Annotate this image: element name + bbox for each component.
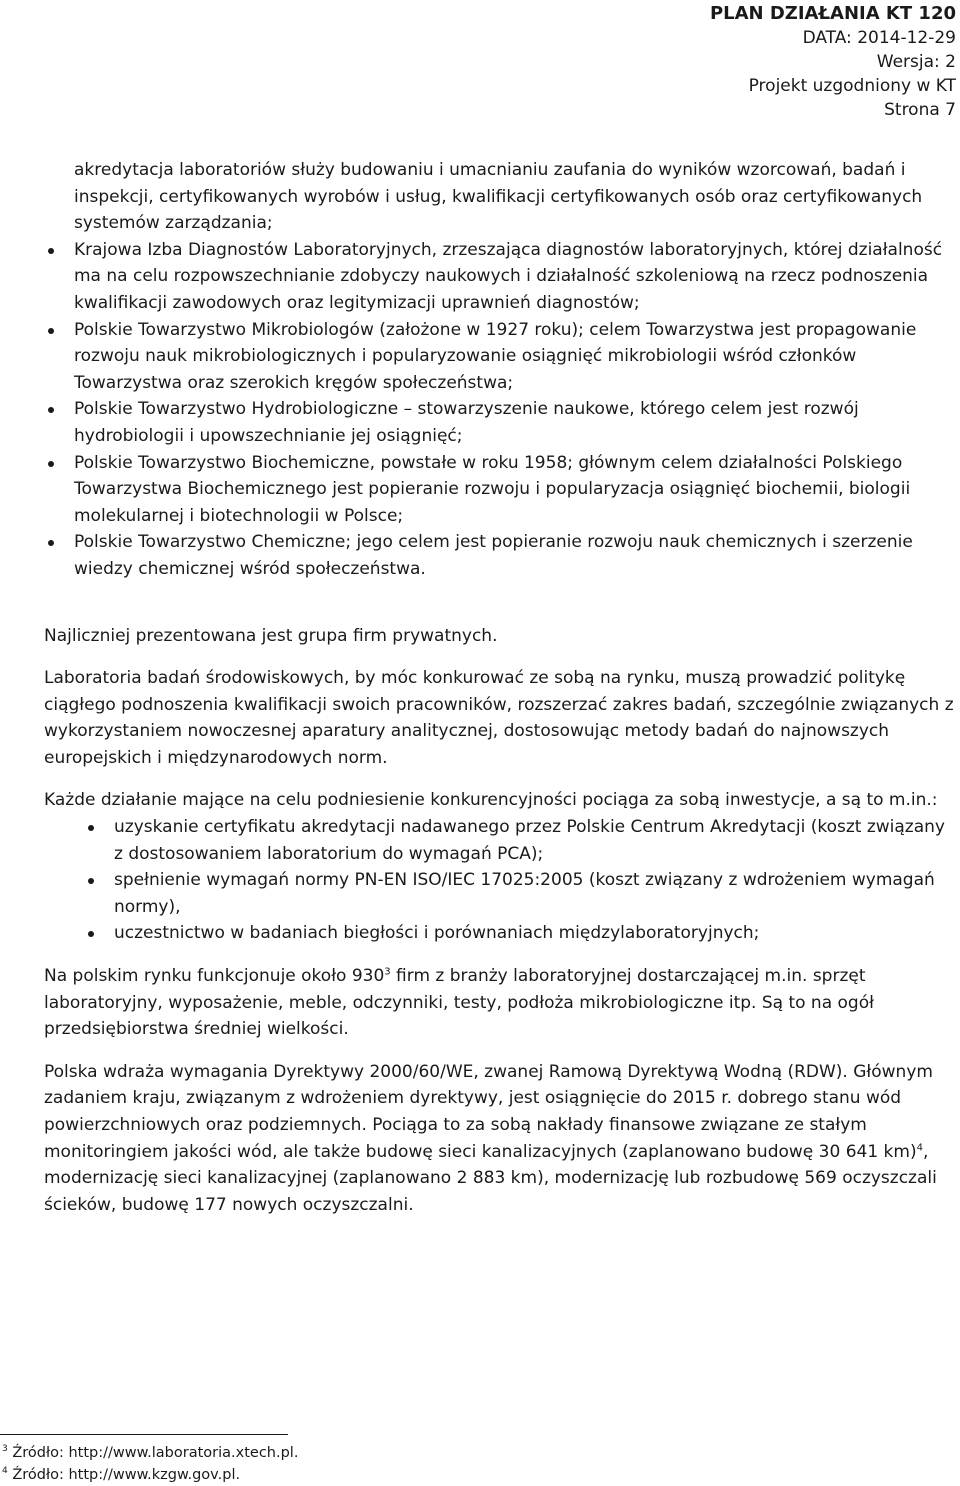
- footnote-number: 3: [2, 1444, 8, 1455]
- document-title: PLAN DZIAŁANIA KT 120: [709, 3, 956, 24]
- list-item: Krajowa Izba Diagnostów Laboratoryjnych, zrzeszająca diagnostów laboratoryjnych, której działalność ma na celu rozpowszechnianie zdobyczy naukowych i działalność szkoleniową na rzecz podnoszenia kwalifikacji zawodowych oraz legitymizacji uprawnień diagnostów;: [44, 237, 956, 317]
- footnote: [2, 1442, 298, 1464]
- organizations-list: [44, 157, 956, 583]
- footnote-number: 4: [2, 1466, 8, 1477]
- paragraph: [44, 1059, 956, 1219]
- footnote-ref: 3: [384, 966, 391, 978]
- paragraph: Laboratoria badań środowiskowych, by móc konkurować ze sobą na rynku, muszą prowadzić politykę ciągłego podnoszenia kwalifikacji swoich pracowników, rozszerzać zakres badań, szczególnie związanych z wykorzystaniem nowoczesnej aparatury analitycznej, dostosowując metody badań do najnowszych europejskich i międzynarodowych norm.: [44, 668, 954, 768]
- footnote-text: Źródło: http://www.laboratoria.xtech.pl.: [7, 1445, 299, 1461]
- document-date: DATA: 2014-12-29: [802, 28, 956, 48]
- list-item: Polskie Towarzystwo Chemiczne; jego celem jest popieranie rozwoju nauk chemicznych i szerzenie wiedzy chemicznej wśród społeczeństwa.: [44, 529, 956, 582]
- page-header: [710, 2, 956, 122]
- footnote: [2, 1464, 298, 1486]
- paragraph-text: Na polskim rynku funkcjonuje około 930: [44, 966, 385, 987]
- document-status: Projekt uzgodniony w KT: [748, 76, 956, 96]
- paragraph: Każde działanie mające na celu podniesienie konkurencyjności pociąga za sobą inwestycje, a są to m.in.:: [44, 790, 938, 811]
- document-body: [44, 157, 956, 1218]
- document-version: Wersja: 2: [876, 52, 956, 72]
- list-item: Polskie Towarzystwo Mikrobiologów (założone w 1927 roku); celem Towarzystwa jest propagowanie rozwoju nauk mikrobiologicznych i popularyzowanie osiągnięć mikrobiologii wśród członków Towarzystwa oraz szerokich kręgów społeczeństwa;: [44, 317, 956, 397]
- footnote-ref: 4: [916, 1141, 923, 1153]
- paragraph: Najliczniej prezentowana jest grupa firm prywatnych.: [44, 625, 498, 646]
- paragraph: [44, 963, 956, 1043]
- footnotes: [2, 1442, 298, 1486]
- paragraph-text: Polska wdraża wymagania Dyrektywy 2000/60/WE, zwanej Ramową Dyrektywą Wodną (RDW). Głównym zadaniem kraju, związanym z wdrożeniem dyrektywy, jest osiągnięcie do 2015 r. dobrego stanu wód powierzchniowych oraz podziemnych. Pociąga to za sobą nakłady finansowe związane ze stałym monitoringiem jakości wód, ale także budowę sieci kanalizacyjnych (zaplanowano budowę 30 641 km): [44, 1061, 933, 1162]
- list-item: akredytacja laboratoriów służy budowaniu i umacnianiu zaufania do wyników wzorcowań, badań i inspekcji, certyfikowanych wyrobów i usług, kwalifikacji certyfikowanych osób oraz certyfikowanych systemów zarządzania;: [74, 160, 923, 234]
- list-item: uczestnictwo w badaniach biegłości i porównaniach międzylaboratoryjnych;: [44, 920, 956, 947]
- list-item: Polskie Towarzystwo Biochemiczne, powstałe w roku 1958; głównym celem działalności Polskiego Towarzystwa Biochemicznego jest popieranie rozwoju i popularyzacja osiągnięć biochemii, biologii molekularnej i biotechnologii w Polsce;: [44, 450, 956, 530]
- paragraph-text: firm z branży laboratoryjnej dostarczającej m.in. sprzęt laboratoryjny, wyposażenie, meble, odczynniki, testy, podłoża mikrobiologiczne itp. Są to na ogół przedsiębiorstwa średniej wielkości.: [44, 966, 874, 1040]
- paragraph-text: , modernizację sieci kanalizacyjnej (zaplanowano 2 883 km), modernizację lub rozbudowę 569 oczyszczali ścieków, budowę 177 nowych oczyszczalni.: [44, 1141, 937, 1215]
- footnote-text: Źródło: http://www.kzgw.gov.pl.: [7, 1467, 241, 1483]
- list-item: spełnienie wymagań normy PN-EN ISO/IEC 17025:2005 (koszt związany z wdrożeniem wymagań normy),: [44, 867, 956, 920]
- footnote-separator: [0, 1434, 288, 1435]
- page-number: Strona 7: [884, 100, 956, 120]
- list-item: uzyskanie certyfikatu akredytacji nadawanego przez Polskie Centrum Akredytacji (koszt związany z dostosowaniem laboratorium do wymagań PCA);: [44, 814, 956, 867]
- investments-list: [44, 814, 956, 947]
- list-item: Polskie Towarzystwo Hydrobiologiczne – stowarzyszenie naukowe, którego celem jest rozwój hydrobiologii i upowszechnianie jej osiągnięć;: [44, 396, 956, 449]
